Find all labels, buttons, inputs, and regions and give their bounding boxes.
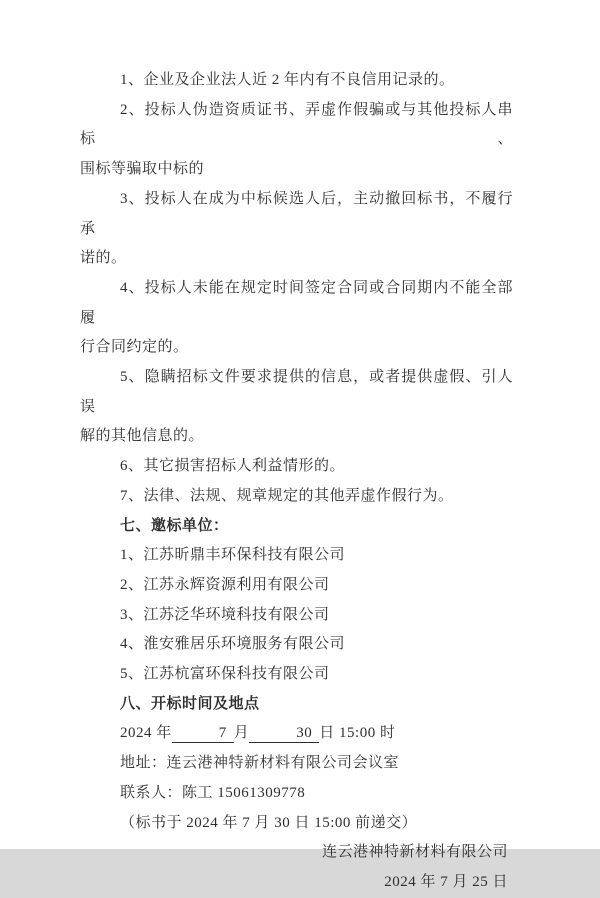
clause-item-6: 6、其它损害招标人利益情形的。: [120, 458, 346, 475]
clause-item-5-line-2: 解的其他信息的。: [80, 428, 205, 445]
signature-company-name: 连云港神特新材料有限公司: [321, 844, 508, 861]
datetime-day-value-underlined: 30: [249, 724, 319, 743]
datetime-year-part: 2024 年: [120, 725, 172, 742]
clause-item-1: 1、企业及企业法人近 2 年内有不良信用记录的。: [120, 72, 455, 88]
invited-company-2: 2、江苏永辉资源利用有限公司: [120, 576, 330, 593]
datetime-time-part: 日 15:00 时: [319, 725, 396, 742]
submission-deadline-note: （标书于 2024 年 7 月 30 日 15:00 前递交）: [120, 814, 418, 831]
clause-item-5-line-1: 5、隐瞒招标文件要求提供的信息，或者提供虚假、引人误: [80, 369, 513, 415]
clause-item-4-line-1: 4、投标人未能在规定时间签定合同或合同期内不能全部履: [80, 279, 513, 326]
clause-item-2-line-2: 围标等骗取中标的: [80, 161, 205, 178]
signature-date: 2024 年 7 月 25 日: [384, 873, 508, 890]
invited-company-1: 1、江苏昕鼎丰环保科技有限公司: [120, 547, 346, 564]
clause-item-4-line-2: 行合同约定的。: [80, 339, 189, 356]
contact-line: 联系人：陈工 15061309778: [120, 784, 306, 801]
invited-company-3: 3、江苏泛华环境科技有限公司: [120, 606, 330, 623]
clause-item-2-line-1: 2、投标人伪造资质证书、弄虚作假骗或与其他投标人串标、: [80, 101, 513, 148]
clause-item-3-line-1: 3、投标人在成为中标候选人后，主动撤回标书，不履行承: [80, 190, 513, 237]
datetime-month-label: 月: [233, 725, 250, 742]
address-line: 地址：连云港神特新材料有限公司会议室: [120, 755, 400, 772]
clause-item-3-line-2: 诺的。: [80, 250, 127, 267]
section-heading-invited-units: 七、邀标单位：: [120, 517, 229, 534]
bid-opening-datetime: [80, 719, 513, 749]
invited-company-4: 4、淮安雅居乐环境服务有限公司: [120, 636, 346, 653]
datetime-month-value-underlined: 7: [172, 724, 234, 743]
section-heading-bid-opening: 八、开标时间及地点: [120, 695, 260, 712]
invited-company-5: 5、江苏杭富环保科技有限公司: [120, 666, 330, 683]
clause-item-7: 7、法律、法规、规章规定的其他弄虚作假行为。: [120, 487, 454, 504]
